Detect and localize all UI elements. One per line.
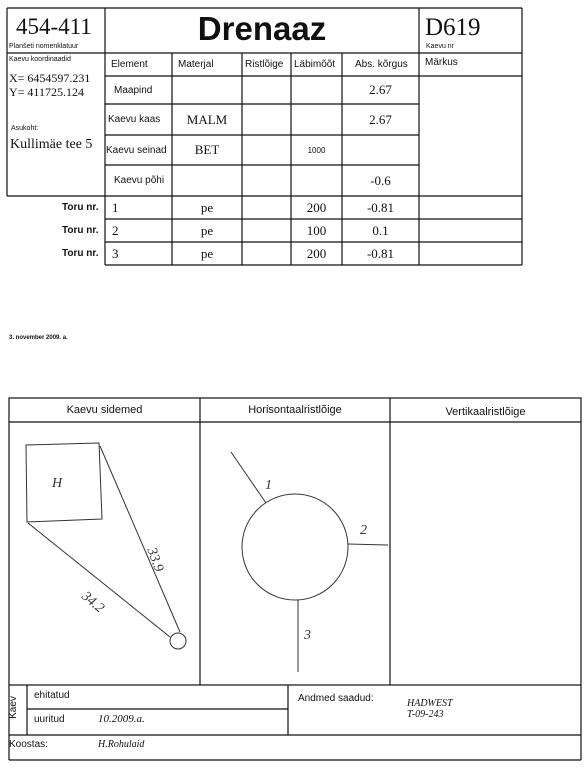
col-header-element: Element (111, 59, 148, 70)
pipe-diameter: 100 (306, 222, 327, 238)
coord-y: Y= 411725.124 (9, 85, 84, 99)
surveyed-value: 10.2009.a. (98, 713, 145, 725)
col-header-section: Ristlõige (245, 59, 284, 70)
location-caption: Asukoht: (11, 125, 39, 132)
sketch-header-vertical: Vertikaalristlõige (445, 406, 526, 418)
sheet-number: 454-411 (16, 14, 92, 39)
row-diameter-value: 1000 (307, 145, 326, 155)
author-label: Koostas: (9, 739, 48, 750)
row-height-value: -0.6 (370, 172, 391, 188)
data-source-value-1: HADWEST (407, 698, 453, 709)
data-source-label: Andmed saadud: (298, 693, 374, 704)
row-element-label: Maapind (114, 84, 153, 96)
col-header-diameter: Läbimõõt (294, 59, 336, 70)
pipe-material: pe (200, 222, 214, 238)
pipe-number: 1 (112, 199, 119, 215)
row-element-label: Kaevu põhi (114, 175, 165, 186)
well-id-caption: Kaevu nr (426, 43, 455, 50)
pipe-height: -0.81 (366, 245, 395, 261)
sketch-header-ties: Kaevu sidemed (66, 404, 143, 416)
tie-distance-1: 33.9 (143, 545, 166, 574)
pipe-label: Toru nr. (62, 225, 99, 236)
col-header-note: Märkus (425, 56, 458, 68)
tie-label-h: H (52, 476, 63, 491)
data-source-value-2: T-09-243 (407, 709, 444, 720)
location-value: Kullimäe tee 5 (10, 137, 93, 152)
pipe-diameter: 200 (306, 245, 327, 261)
pipe-label: Toru nr. (62, 248, 99, 259)
pipe-label-2: 2 (360, 523, 367, 538)
date-note: 3. november 2009. a. (9, 335, 68, 341)
col-header-height: Abs. kõrgus (355, 59, 408, 70)
pipe-height: -0.81 (366, 199, 395, 215)
built-label: ehitatud (34, 690, 70, 701)
pipe-number: 2 (112, 222, 119, 238)
coords-caption: Kaevu koordinaadid (9, 56, 71, 63)
coord-x: X= 6454597.231 (9, 71, 91, 85)
tie-distance-2: 34.2 (78, 588, 107, 617)
sketch-header-horizontal: Horisontaalristlõige (248, 404, 342, 416)
author-value: H.Rohulaid (98, 739, 145, 750)
pipe-label: Toru nr. (62, 202, 99, 213)
well-id: D619 (425, 14, 481, 41)
sheet-caption: Planšeti nomenklatuur (9, 43, 79, 50)
row-material-value: BET (194, 142, 220, 157)
pipe-diameter: 200 (306, 199, 327, 215)
row-element-label: Kaevu kaas (108, 114, 161, 125)
pipe-label-1: 1 (265, 478, 272, 493)
tie-sketch (26, 443, 186, 649)
col-header-material: Materjal (178, 59, 214, 70)
row-height-value: 2.67 (369, 111, 392, 127)
pipe-material: pe (200, 245, 214, 261)
row-material-value: MALM (186, 111, 228, 127)
pipe-label-3: 3 (304, 628, 311, 643)
pipe-number: 3 (112, 245, 119, 261)
footer-side-label: Kaev (7, 696, 19, 719)
surveyed-label: uuritud (34, 714, 65, 725)
pipe-material: pe (200, 199, 214, 215)
row-height-value: 2.67 (369, 82, 392, 97)
row-element-label: Kaevu seinad (106, 144, 167, 156)
page-title: Drenaaz (197, 10, 327, 47)
pipe-height: 0.1 (372, 222, 389, 238)
